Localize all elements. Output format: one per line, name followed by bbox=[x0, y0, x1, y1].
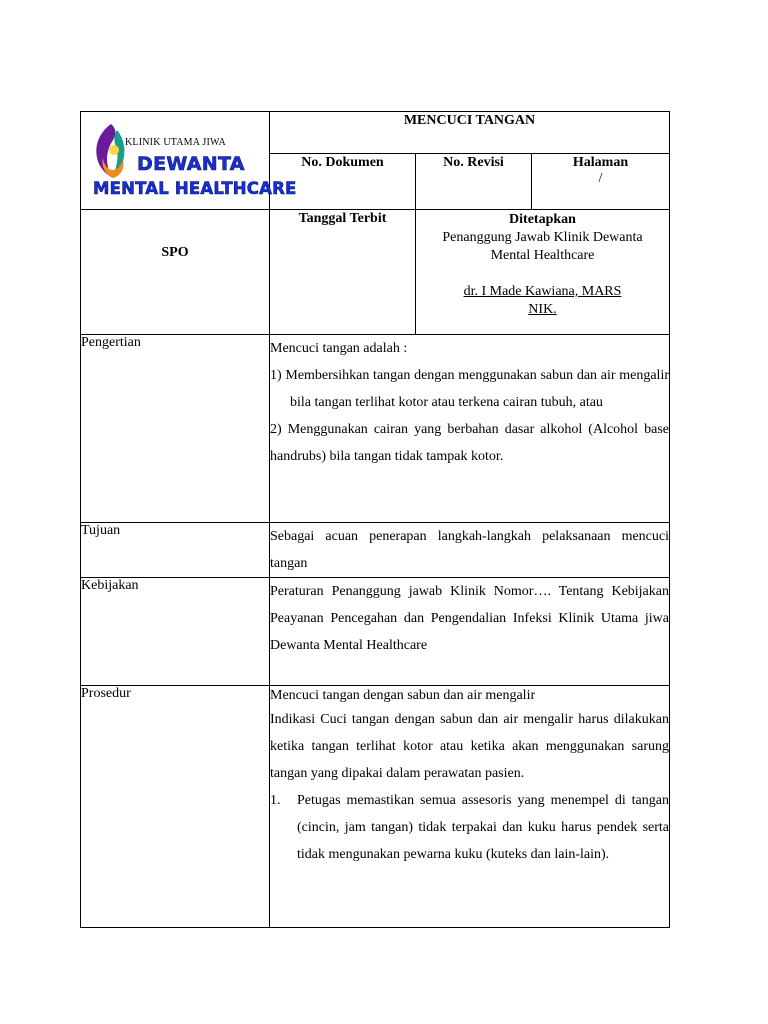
logo-clinic-label: KLINIK UTAMA JIWA bbox=[125, 137, 226, 148]
pengertian-item-2: 2) Menggunakan cairan yang berbahan dasar alkohol (Alcohol base handrubs) bila tangan tidak tampak kotor. bbox=[270, 422, 669, 464]
document-title: MENCUCI TANGAN bbox=[403, 113, 536, 128]
pengertian-label-cell bbox=[81, 335, 270, 523]
kebijakan-label-cell bbox=[81, 578, 270, 686]
spo-cell bbox=[81, 210, 270, 335]
pengertian-intro: Mencuci tangan adalah : bbox=[270, 341, 408, 356]
pengertian-label: Pengertian bbox=[81, 335, 141, 350]
prosedur-label-cell bbox=[81, 686, 270, 928]
tujuan-label-cell bbox=[81, 523, 270, 578]
logo-name-line1: DEWANTA bbox=[137, 153, 245, 175]
prosedur-label: Prosedur bbox=[81, 686, 131, 701]
no-dokumen-label: No. Dokumen bbox=[301, 155, 384, 170]
prosedur-step-1 bbox=[270, 787, 669, 868]
pengertian-content bbox=[270, 335, 670, 523]
kebijakan-text: Peraturan Penanggung jawab Klinik Nomor…. Tentang Kebijakan Peayanan Pencegahan dan Pengendalian Infeksi Klinik Utama jiwa Dewanta Mental Healthcare bbox=[270, 584, 669, 653]
signatory-nik: NIK. bbox=[528, 302, 557, 317]
tujuan-content bbox=[270, 523, 670, 578]
prosedur-step-1-number: 1. bbox=[270, 793, 281, 808]
prosedur-heading: Mencuci tangan dengan sabun dan air mengalir bbox=[270, 688, 536, 703]
tanggal-terbit-label: Tanggal Terbit bbox=[298, 211, 387, 226]
halaman-cell bbox=[532, 154, 670, 210]
tujuan-label: Tujuan bbox=[81, 523, 121, 538]
spo-label: SPO bbox=[161, 245, 189, 260]
kebijakan-content bbox=[270, 578, 670, 686]
halaman-label: Halaman bbox=[572, 155, 629, 170]
ditetapkan-label: Ditetapkan bbox=[509, 212, 576, 227]
tanggal-terbit-cell bbox=[270, 210, 416, 335]
halaman-value: / bbox=[598, 171, 603, 186]
prosedur-indikasi: Indikasi Cuci tangan dengan sabun dan air mengalir harus dilakukan ketika tangan terlihat kotor atau ketika akan menggunakan sarung tangan yang dipakai dalam perawatan pasien. bbox=[270, 712, 669, 781]
logo-name-line2: MENTAL HEALTHCARE bbox=[93, 179, 297, 198]
spo-table bbox=[80, 111, 670, 928]
no-revisi-cell bbox=[416, 154, 532, 210]
ditetapkan-line2: Mental Healthcare bbox=[490, 248, 595, 263]
no-revisi-label: No. Revisi bbox=[443, 155, 504, 170]
pengertian-item-1: 1) Membersihkan tangan dengan menggunakan sabun dan air mengalir bila tangan terlihat kotor atau terkena cairan tubuh, atau bbox=[270, 368, 669, 410]
ditetapkan-cell bbox=[416, 210, 670, 335]
clinic-logo bbox=[91, 120, 297, 200]
ditetapkan-line1: Penanggung Jawab Klinik Dewanta bbox=[442, 230, 643, 245]
tujuan-text: Sebagai acuan penerapan langkah-langkah pelaksanaan mencuci tangan bbox=[270, 529, 669, 571]
signatory-name: dr. I Made Kawiana, MARS bbox=[463, 284, 622, 299]
logo-cell bbox=[81, 112, 297, 210]
kebijakan-label: Kebijakan bbox=[81, 578, 139, 593]
prosedur-step-1-text: Petugas memastikan semua assesoris yang menempel di tangan (cincin, jam tangan) tidak terpakai dan kuku harus pendek serta tidak mengunakan pewarna kuku (kuteks dan lain-lain). bbox=[297, 793, 669, 862]
prosedur-content bbox=[270, 686, 670, 928]
flame-emblem-icon bbox=[91, 120, 137, 182]
document-title-cell bbox=[270, 112, 670, 154]
